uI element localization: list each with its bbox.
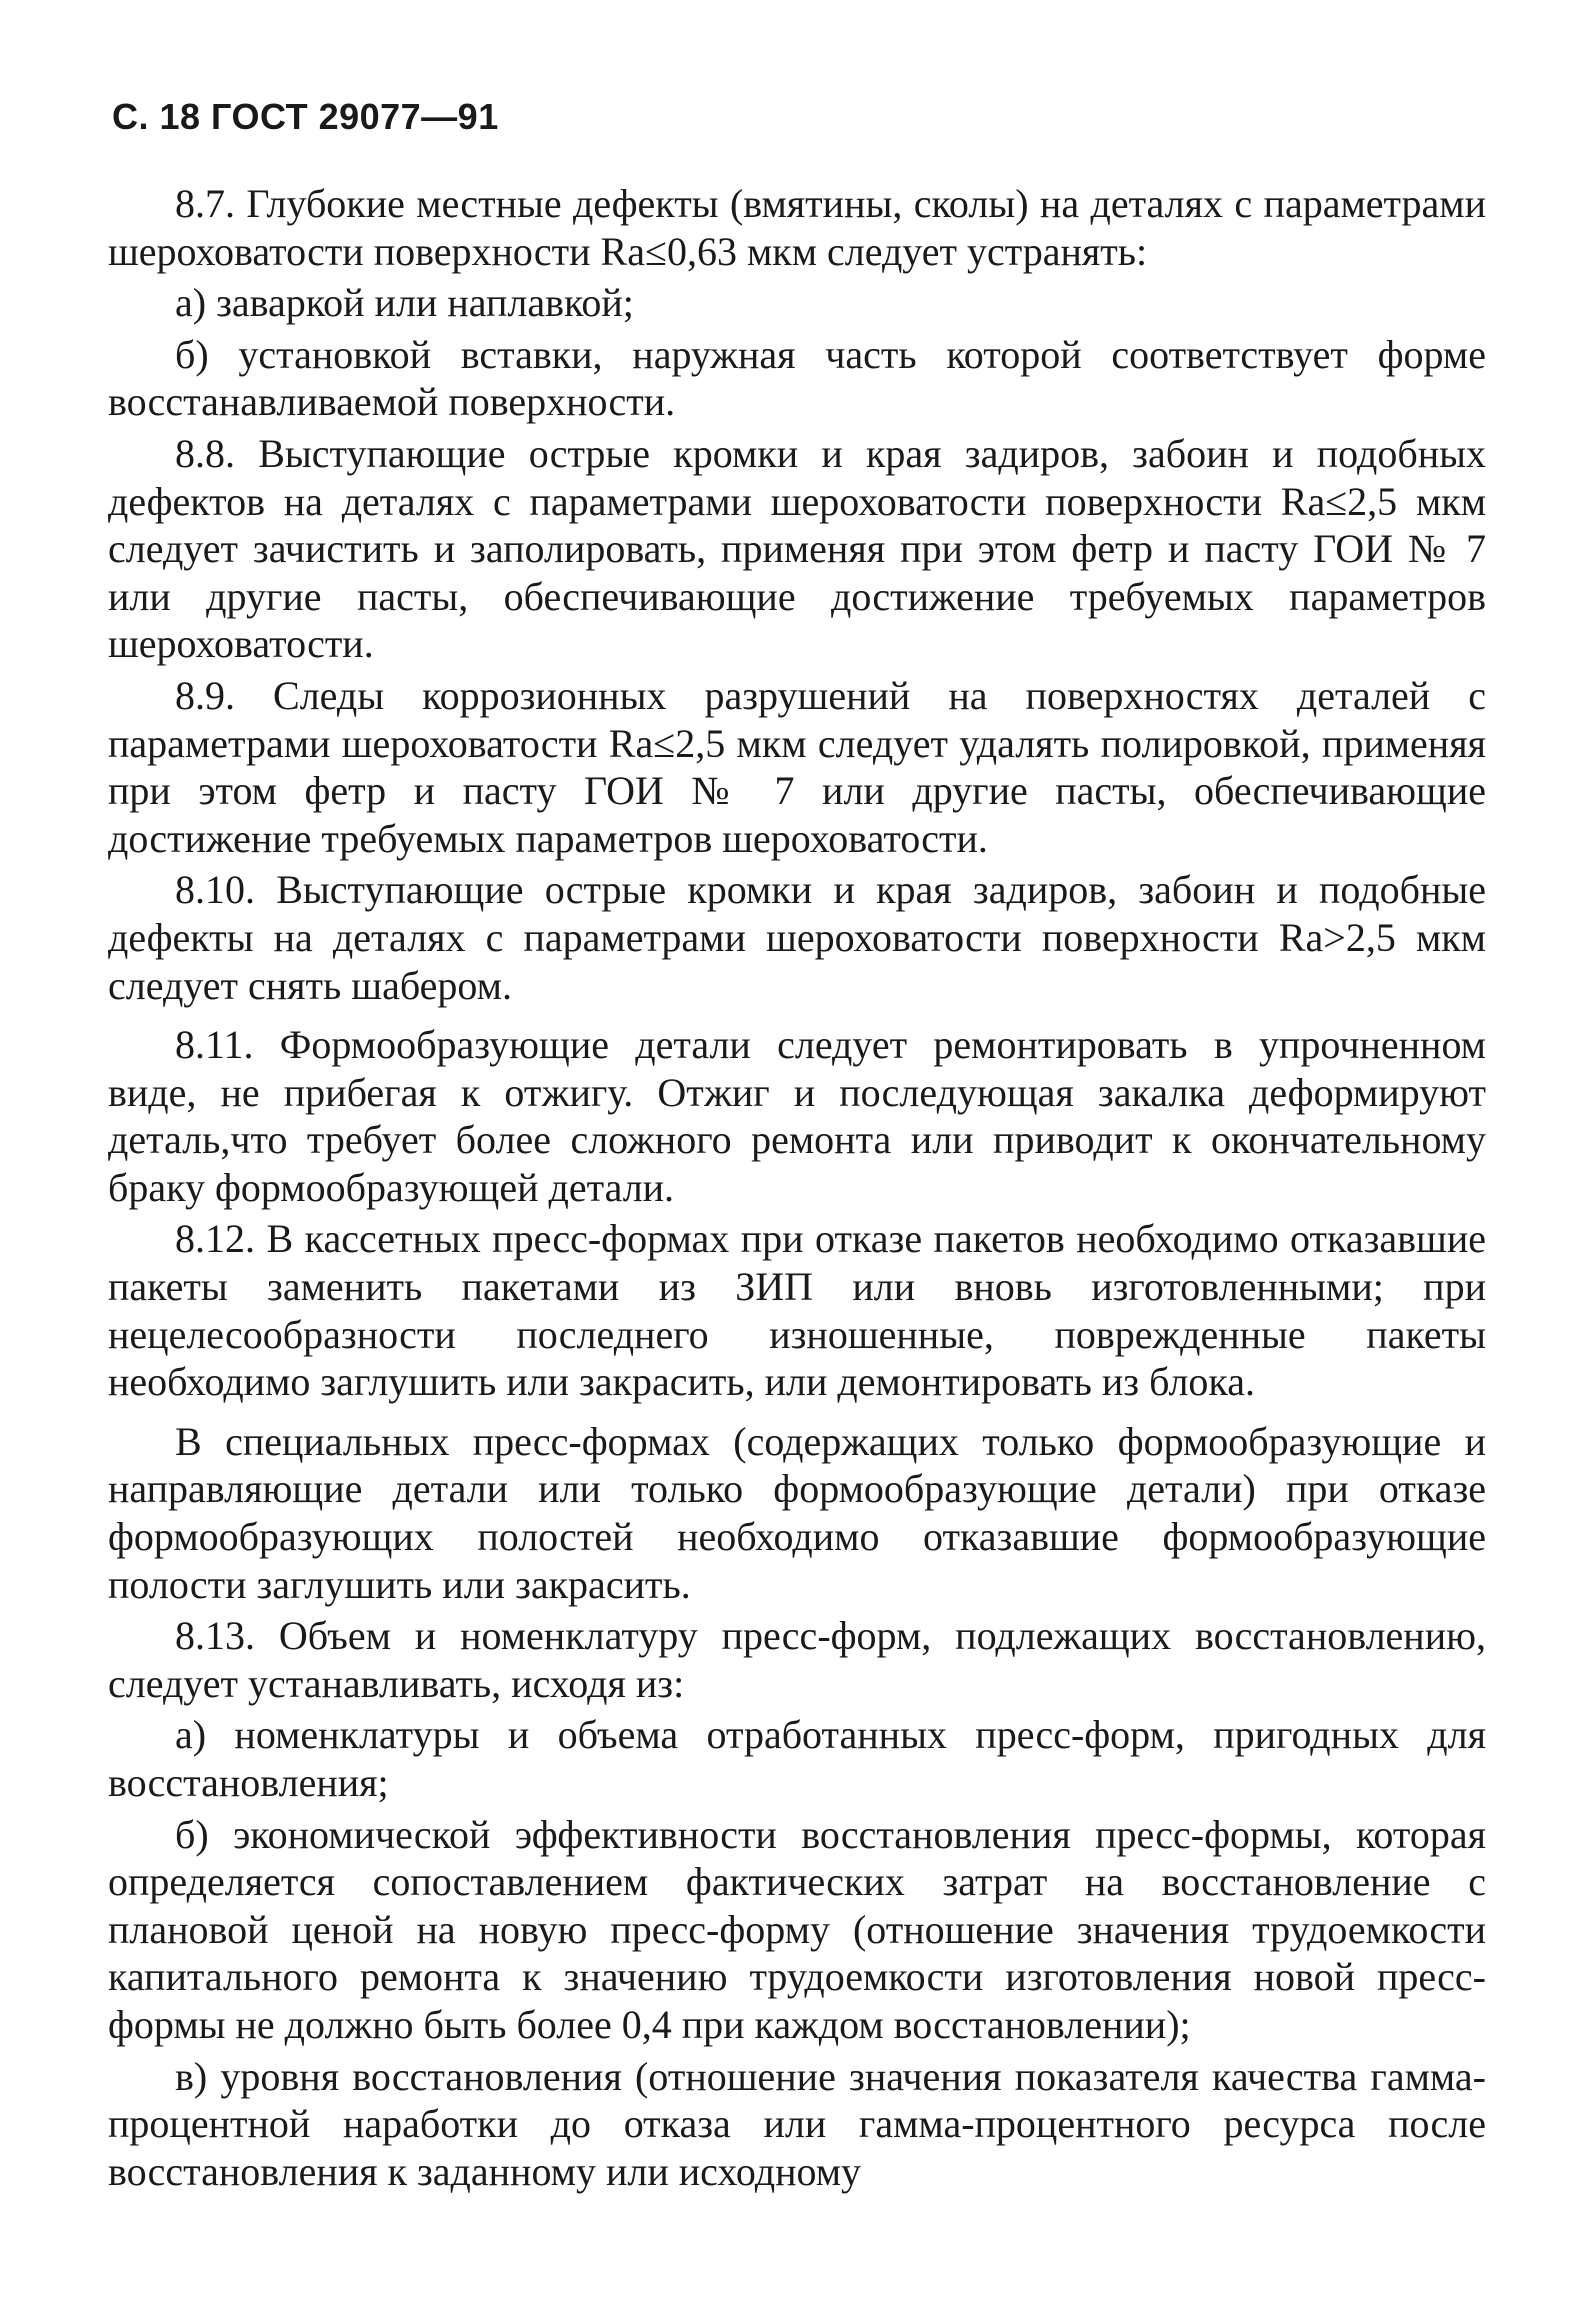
list-item-13-v: в) уровня восстановления (отношение значения показателя качества гамма-процентной наработки до отказа или гамма-процентного ресурса после восстановления к заданному или исходному: [108, 2053, 1486, 2194]
document-body: [108, 180, 1486, 2199]
paragraph-8-11: 8.11. Формообразующие детали следует ремонтировать в упрочненном виде, не прибегая к отжигу. Отжиг и последующая закалка деформируют деталь,что требует более сложного ремонта или приводит к окончательному браку формообразующей детали.: [108, 1022, 1486, 1210]
paragraph-8-12: 8.12. В кассетных пресс-формах при отказе пакетов необходимо отказавшие пакеты заменить пакетами из ЗИП или вновь изготовленными; при нецелесообразности последнего изношенные, поврежденные пакеты необходимо заглушить или закрасить, или демонтировать из блока.: [108, 1216, 1486, 1405]
paragraph-8-9: 8.9. Следы коррозионных разрушений на поверхностях деталей с параметрами шероховатости Ra≤2,5 мкм следует удалять полировкой, применяя при этом фетр и пасту ГОИ № 7 или другие пасты, обеспечивающие достижение требуемых параметров шероховатости.: [108, 672, 1486, 861]
paragraph-8-8: 8.8. Выступающие острые кромки и края задиров, забоин и подобных дефектов на деталях с параметрами шероховатости поверхности Ra≤2,5 мкм следует зачистить и заполировать, применяя при этом фетр и пасту ГОИ № 7 или другие пасты, обеспечивающие достижение требуемых параметров шероховатости.: [108, 430, 1486, 667]
list-item-a: а) заваркой или наплавкой;: [175, 280, 634, 326]
page-header: С. 18 ГОСТ 29077—91: [112, 96, 499, 137]
list-item-13-b: б) экономической эффективности восстановления пресс-формы, которая определяется сопоставлением фактических затрат на восстановление с плановой ценой на новую пресс-форму (отношение значения трудоемкости капитального ремонта к значению трудоемкости изготовления новой пресс-формы не должно быть более 0,4 при каждом восстановлении);: [108, 1811, 1486, 2047]
paragraph-8-10: 8.10. Выступающие острые кромки и края задиров, забоин и подобные дефекты на деталях с параметрами шероховатости поверхности Ra>2,5 мкм следует снять шабером.: [108, 867, 1486, 1008]
list-item-b: б) установкой вставки, наружная часть которой соответствует форме восстанавливаемой поверхности.: [108, 331, 1486, 425]
paragraph-8-13: 8.13. Объем и номенклатуру пресс-форм, подлежащих восстановлению, следует устанавливать, исходя из:: [108, 1613, 1486, 1706]
list-item-13-a: а) номенклатуры и объема отработанных пресс-форм, пригодных для восстановления;: [108, 1712, 1486, 1805]
paragraph-8-7: 8.7. Глубокие местные дефекты (вмятины, сколы) на деталях с параметрами шероховатости поверхности Ra≤0,63 мкм следует устранять:: [108, 181, 1486, 274]
paragraph-special-molds: В специальных пресс-формах (содержащих только формообразующие и направляющие детали или только формообразующие детали) при отказе формообразующих полостей необходимо отказавшие формообразующие полости заглушить или закрасить.: [108, 1418, 1486, 1607]
